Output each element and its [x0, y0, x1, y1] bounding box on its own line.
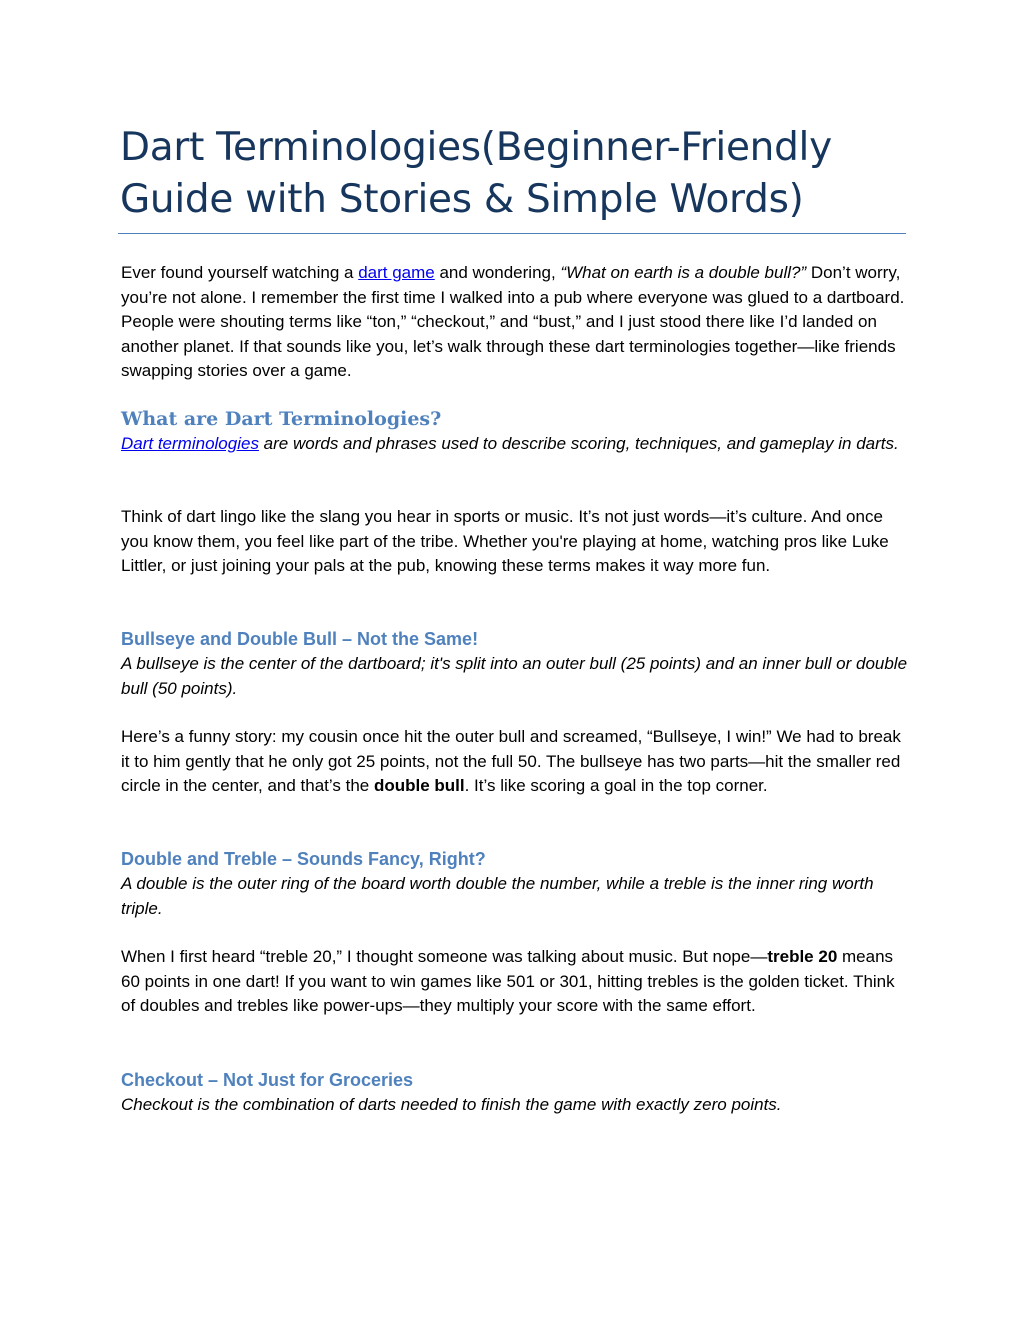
- bullseye-text-end: . It’s like scoring a goal in the top corner.: [464, 776, 768, 795]
- intro-text-rest: Don’t worry, you’re not alone. I remember the first time I walked into a pub where everyone was glued to a dartboard. People were shouting terms like “ton,” “checkout,” and “bust,” and I just stood there like I’d landed on another planet. If that sounds like you, let’s walk through these dart terminologies together—like friends swapping stories over a game.: [121, 263, 905, 380]
- definition-text: are words and phrases used to describe scoring, techniques, and gameplay in darts.: [258, 434, 899, 453]
- intro-quote: “What on earth is a double bull?”: [560, 263, 807, 282]
- double-bull-bold: double bull: [373, 776, 465, 795]
- dart-game-link[interactable]: dart game: [358, 263, 435, 282]
- title-line-2: Guide with Stories & Simple Words): [120, 177, 804, 222]
- title-divider: [118, 233, 906, 234]
- dart-terminologies-link[interactable]: Dart terminologies: [121, 434, 259, 453]
- heading-bullseye-double-bull: Bullseye and Double Bull – Not the Same!: [121, 629, 479, 649]
- paragraph-treble-story: [121, 945, 911, 1019]
- treble-20-bold: treble 20: [767, 947, 838, 966]
- bullseye-text-start: Here’s a funny story: my cousin once hit the outer bull and screamed, “Bullseye, I win!” We had to break it to him gently that he only got 25 points, not the full 50. The bullseye has two parts—hit the smaller red circle in the center, and that’s the: [121, 727, 901, 795]
- treble-text-start: When I first heard “treble 20,” I thought someone was talking about music. But nope—: [121, 947, 768, 966]
- heading-checkout: Checkout – Not Just for Groceries: [121, 1070, 414, 1090]
- treble-text-end: means 60 points in one dart! If you want to win games like 501 or 301, hitting trebles is the golden ticket. Think of doubles and trebles like power-ups—they multiply your score with the same effort.: [121, 947, 895, 1015]
- intro-paragraph: [121, 261, 911, 384]
- definition-double-treble: A double is the outer ring of the board worth double the number, while a treble is the inner ring worth triple.: [121, 874, 874, 918]
- intro-text-mid: and wondering,: [434, 263, 561, 282]
- paragraph-bullseye-story: [121, 725, 911, 799]
- heading-double-treble: Double and Treble – Sounds Fancy, Right?: [121, 849, 486, 869]
- definition-checkout: Checkout is the combination of darts needed to finish the game with exactly zero points.: [121, 1095, 782, 1114]
- title-line-1: Dart Terminologies(Beginner-Friendly: [120, 125, 832, 170]
- paragraph-dart-lingo: Think of dart lingo like the slang you hear in sports or music. It’s not just words—it’s culture. And once you know them, you feel like part of the tribe. Whether you're playing at home, watching pros like Luke Littler, or just joining your pals at the pub, knowing these terms makes it way more fun.: [121, 507, 889, 575]
- definition-dart-terminologies: [121, 432, 911, 457]
- page-title: [120, 122, 910, 226]
- intro-text-start: Ever found yourself watching a: [121, 263, 359, 282]
- definition-bullseye: A bullseye is the center of the dartboard; it's split into an outer bull (25 points) and an inner bull or double bull (50 points).: [121, 654, 908, 698]
- heading-what-are-dart-terminologies: What are Dart Terminologies?: [121, 408, 442, 430]
